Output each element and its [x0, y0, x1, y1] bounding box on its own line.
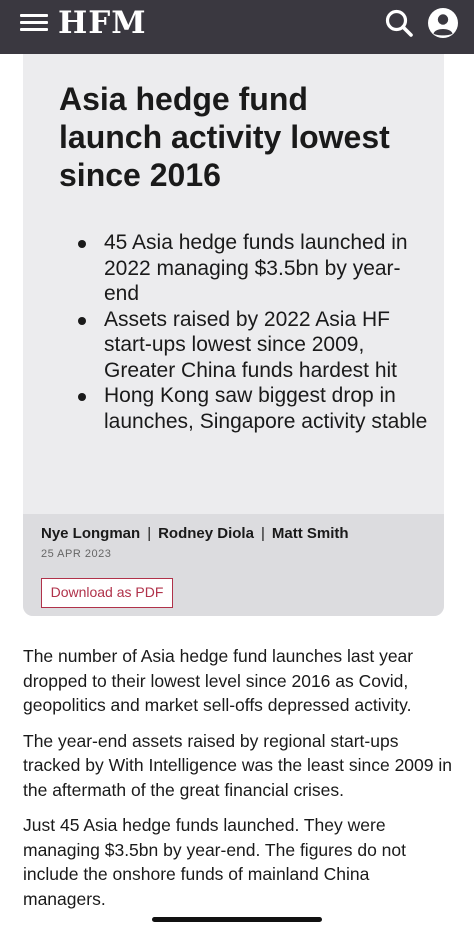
download-pdf-button[interactable]: Download as PDF — [41, 578, 173, 608]
key-points-list — [78, 230, 428, 434]
publish-date: 25 APR 2023 — [41, 548, 112, 560]
key-point: Hong Kong saw biggest drop in launches, Singapore activity stable — [78, 383, 428, 434]
article-summary-card — [23, 54, 444, 616]
body-paragraph: Just 45 Asia hedge funds launched. They were managing $3.5bn by year-end. The figures do not include the onshore funds of mainland China managers. — [23, 815, 406, 909]
body-paragraph: The year-end assets raised by regional start-ups tracked by With Intelligence was the least since 2009 in the aftermath of the great financial crises. — [23, 730, 452, 800]
search-icon[interactable] — [384, 8, 414, 38]
user-account-icon[interactable] — [427, 7, 459, 39]
top-navigation-bar — [0, 0, 474, 54]
hfm-logo[interactable]: HFM — [58, 5, 147, 41]
author-name[interactable]: Nye Longman — [41, 525, 141, 542]
menu-line — [20, 14, 48, 17]
key-point: Assets raised by 2022 Asia HF start-ups lowest since 2009, Greater China funds hardest hit — [78, 307, 428, 384]
article-meta — [23, 514, 444, 616]
menu-line — [20, 21, 48, 24]
author-separator: | — [147, 525, 152, 542]
key-point: 45 Asia hedge funds launched in 2022 managing $3.5bn by year-end — [78, 230, 428, 307]
author-name[interactable]: Rodney Diola — [158, 525, 254, 542]
hamburger-menu-icon[interactable] — [20, 13, 48, 33]
menu-line — [20, 28, 48, 31]
article-title: Asia hedge fund launch activity lowest since 2016 — [59, 81, 390, 193]
author-name[interactable]: Matt Smith — [271, 525, 349, 542]
article-body — [23, 644, 453, 922]
body-paragraph: The number of Asia hedge fund launches last year dropped to their lowest level since 2016 as Covid, geopolitics and market sell-offs depressed activity. — [23, 646, 414, 715]
home-indicator[interactable] — [152, 917, 322, 922]
author-separator: | — [260, 525, 265, 542]
author-list — [41, 525, 349, 543]
